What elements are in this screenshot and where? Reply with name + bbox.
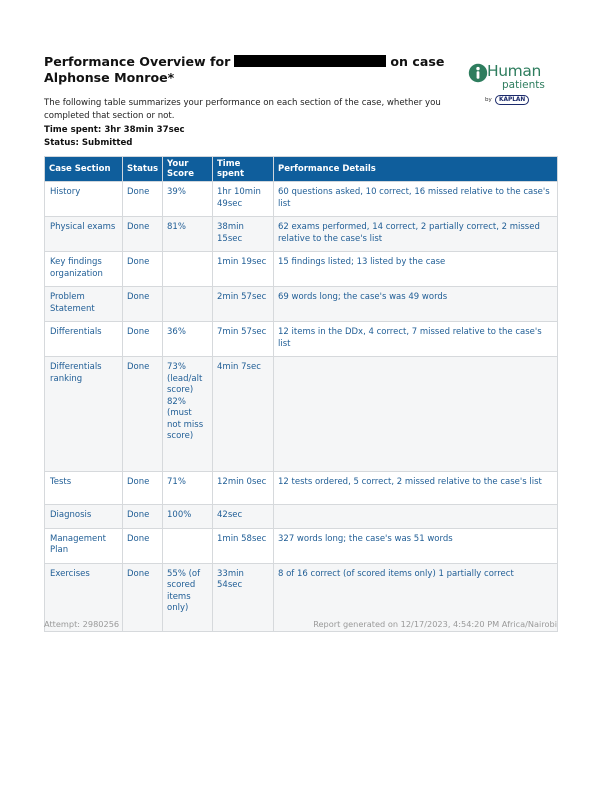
logo-brand-human: Human: [487, 62, 541, 80]
table-row: [45, 182, 558, 217]
cell-section: History: [45, 182, 123, 217]
table-row: [45, 472, 558, 505]
cell-score: 55% (of scored items only): [163, 563, 213, 631]
cell-details: 327 words long; the case's was 51 words: [274, 528, 558, 563]
cell-status: Done: [123, 563, 163, 631]
title-prefix: Performance Overview for: [44, 54, 231, 69]
cell-details: 12 items in the DDx, 4 correct, 7 missed relative to the case's list: [274, 322, 558, 357]
cell-score: 100%: [163, 505, 213, 529]
cell-time: 1min 19sec: [213, 252, 274, 287]
table-row: [45, 322, 558, 357]
cell-section: Differentials: [45, 322, 123, 357]
cell-status: Done: [123, 528, 163, 563]
cell-section: Tests: [45, 472, 123, 505]
header-case-section: Case Section: [45, 157, 123, 182]
redacted-student-name: [234, 55, 386, 67]
cell-section: Problem Statement: [45, 287, 123, 322]
cell-time: 42sec: [213, 505, 274, 529]
performance-table: [44, 156, 558, 632]
table-row: [45, 528, 558, 563]
report-generated: Report generated on 12/17/2023, 4:54:20 PM Africa/Nairobi: [313, 619, 557, 629]
cell-section: Key findings organization: [45, 252, 123, 287]
intro-text: The following table summarizes your performance on each section of the case, whether you completed that section or not.: [44, 98, 441, 121]
cell-score: [163, 528, 213, 563]
cell-status: Done: [123, 472, 163, 505]
cell-time: 12min 0sec: [213, 472, 274, 505]
page-title: [44, 54, 464, 86]
cell-section: Differentials ranking: [45, 357, 123, 472]
cell-score: 36%: [163, 322, 213, 357]
cell-time: 2min 57sec: [213, 287, 274, 322]
cell-status: Done: [123, 217, 163, 252]
logo-brand-patients: patients: [502, 79, 545, 91]
cell-score: 81%: [163, 217, 213, 252]
logo-by: by: [485, 97, 492, 103]
cell-time: 4min 7sec: [213, 357, 274, 472]
cell-score: 73% (lead/alt score) 82% (must not miss score): [163, 357, 213, 472]
status: Status: Submitted: [44, 138, 133, 148]
case-name: Alphonse Monroe*: [44, 70, 175, 85]
table-header-row: [45, 157, 558, 182]
header-performance-details: Performance Details: [274, 157, 558, 182]
cell-score: 71%: [163, 472, 213, 505]
cell-details: [274, 505, 558, 529]
cell-time: 1hr 10min 49sec: [213, 182, 274, 217]
cell-time: 33min 54sec: [213, 563, 274, 631]
cell-score: [163, 252, 213, 287]
cell-details: 8 of 16 correct (of scored items only) 1 partially correct: [274, 563, 558, 631]
table-row: [45, 357, 558, 472]
cell-time: 7min 57sec: [213, 322, 274, 357]
ihuman-logo: [468, 62, 558, 112]
cell-status: Done: [123, 505, 163, 529]
cell-section: Exercises: [45, 563, 123, 631]
table-row: [45, 505, 558, 529]
cell-time: 38min 15sec: [213, 217, 274, 252]
cell-details: 15 findings listed; 13 listed by the case: [274, 252, 558, 287]
cell-status: Done: [123, 182, 163, 217]
cell-details: 69 words long; the case's was 49 words: [274, 287, 558, 322]
cell-status: Done: [123, 357, 163, 472]
header-status: Status: [123, 157, 163, 182]
header-time-spent: Time spent: [213, 157, 274, 182]
cell-status: Done: [123, 322, 163, 357]
cell-details: [274, 357, 558, 472]
cell-status: Done: [123, 287, 163, 322]
cell-details: 60 questions asked, 10 correct, 16 missed relative to the case's list: [274, 182, 558, 217]
kaplan-logo: KAPLAN: [495, 95, 529, 105]
cell-section: Physical exams: [45, 217, 123, 252]
table-row: [45, 252, 558, 287]
cell-score: 39%: [163, 182, 213, 217]
cell-details: 12 tests ordered, 5 correct, 2 missed relative to the case's list: [274, 472, 558, 505]
header-score: Your Score: [163, 157, 213, 182]
table-row: [45, 287, 558, 322]
time-spent: Time spent: 3hr 38min 37sec: [44, 125, 185, 135]
cell-section: Diagnosis: [45, 505, 123, 529]
cell-score: [163, 287, 213, 322]
title-suffix: on case: [390, 54, 445, 69]
cell-details: 62 exams performed, 14 correct, 2 partially correct, 2 missed relative to the case's list: [274, 217, 558, 252]
table-row: [45, 217, 558, 252]
cell-time: 1min 58sec: [213, 528, 274, 563]
attempt-id: Attempt: 2980256: [44, 619, 120, 629]
cell-section: Management Plan: [45, 528, 123, 563]
ihuman-mark-icon: [468, 63, 488, 83]
cell-status: Done: [123, 252, 163, 287]
